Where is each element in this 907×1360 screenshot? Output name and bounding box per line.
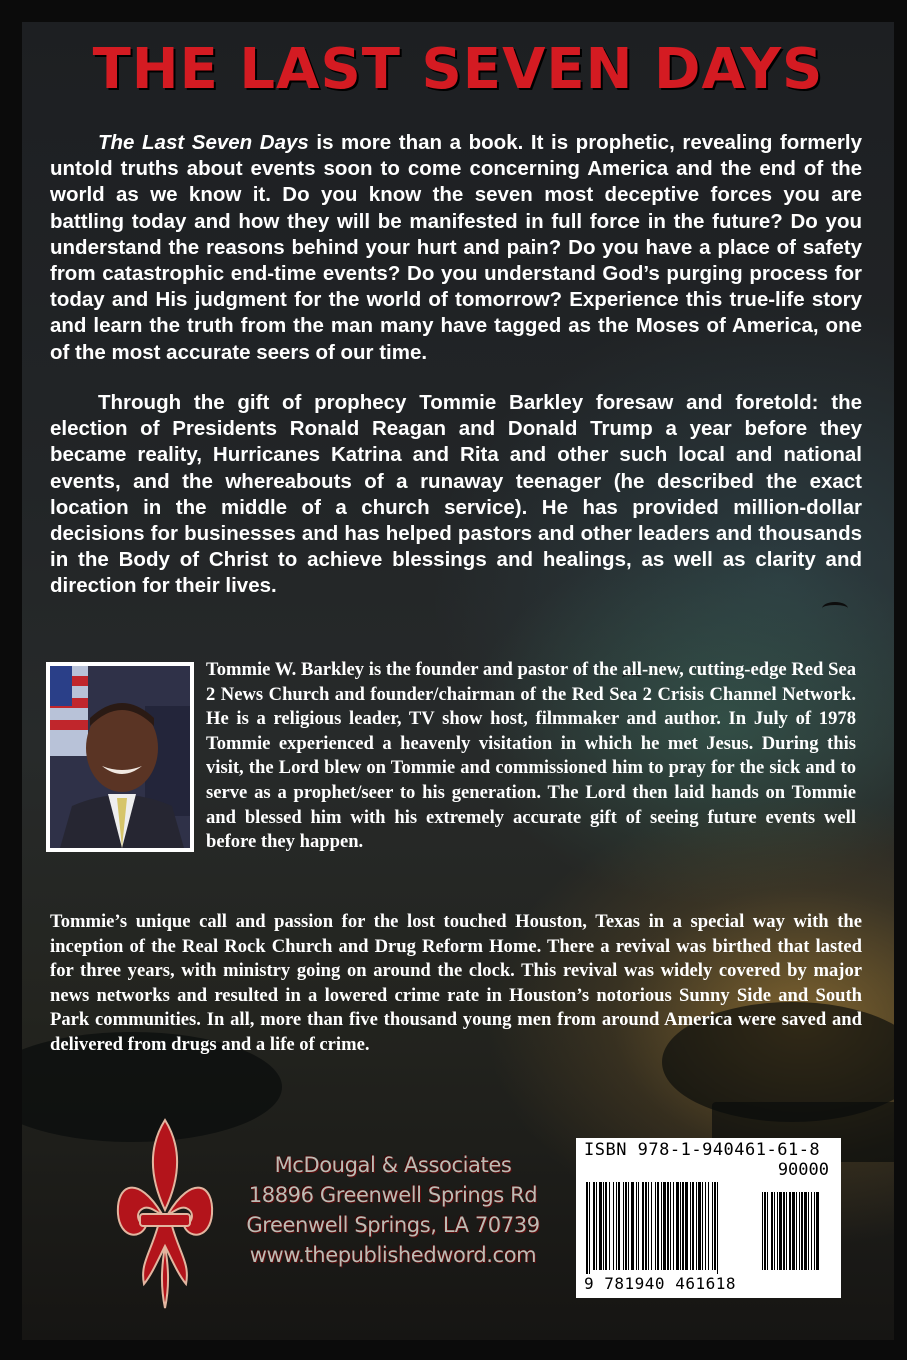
barcode-bar: [708, 1182, 709, 1270]
barcode-bar: [642, 1182, 644, 1270]
barcode-bar: [712, 1182, 713, 1270]
barcode-bar: [661, 1182, 662, 1270]
book-back-cover: [22, 22, 894, 1340]
publisher-info: [228, 1150, 558, 1270]
barcode-bar: [648, 1182, 649, 1270]
barcode-bar: [645, 1182, 647, 1270]
barcode-bar: [599, 1182, 602, 1270]
barcode-bar: [698, 1182, 701, 1270]
barcode-bar: [628, 1182, 629, 1270]
barcode-bar: [682, 1182, 684, 1270]
barcode-bar: [702, 1182, 703, 1270]
ministry-history: Tommie’s unique call and passion for the lost touched Houston, Texas in a special way with the inception of the Real Rock Church and Drug Reform Home. There a revival was birthed that lasted for three years, with ministry going on around the clock. This revival was widely covered by major news networks and resulted in a lowered crime rate in Houston’s notorious Sunny Side and South Park communities. In all, more than five thousand young men from around America were saved and delivered from drugs and a life of crime.: [50, 911, 862, 1055]
author-photo: [46, 662, 194, 852]
barcode-bar: [714, 1182, 716, 1270]
barcode-bar: [605, 1182, 607, 1270]
author-bio: Tommie W. Barkley is the founder and pastor of the all-new, cutting-edge Red Sea 2 News Church and founder/chairman of the Red Sea 2 Crisis Channel Network. He is a religious leader, TV show host, filmmaker and author. In July of 1978 Tommie experienced a heavenly visitation in which he met Jesus. During this visit, the Lord blew on Tommie and commissioned him to pray for the sick and to serve as a prophet/seer to his generation. The Lord then laid hands on Tommie and blessed him with his extremely accurate gift of seeing future events well before they happen.: [206, 659, 856, 853]
barcode-bar: [651, 1182, 652, 1270]
barcode-bar: [789, 1192, 791, 1270]
barcode-bar: [667, 1182, 669, 1270]
barcode-bar: [625, 1182, 627, 1270]
author-photo-image: [50, 666, 190, 848]
barcode-bar: [717, 1182, 718, 1274]
barcode-bar: [779, 1192, 782, 1270]
isbn-number: ISBN 978-1-940461-61-8: [584, 1140, 821, 1160]
barcode-bar: [814, 1192, 815, 1270]
barcode-bar: [804, 1192, 807, 1270]
description-text: is more than a book. It is prophetic, revealing formerly untold truths about events soon to come concerning America and the end of the world as we know it. Do you know the seven most deceptive forces you are battling today and how they will be manifested in full force in the future? Do you understand the reasons behind your hurt and pain? Do you have a place of safety from catastrophic end-time events? Do you understand God’s purging process for today and His judgment for the world of tomorrow? Experience this true-life story and learn the truth from the man many have tagged as the Moses of America, one of the most accurate seers of our time.: [50, 131, 862, 364]
book-title: THE LAST SEVEN DAYS: [92, 37, 824, 102]
barcode-bar: [777, 1192, 778, 1270]
barcode-bar: [692, 1182, 694, 1270]
barcode-bar: [786, 1192, 787, 1270]
barcode-bar: [596, 1182, 597, 1270]
barcode-bar: [623, 1182, 624, 1270]
publisher-name: McDougal & Associates: [274, 1153, 512, 1177]
barcode-bar: [673, 1182, 674, 1270]
barcode-bar: [811, 1192, 812, 1270]
barcode-bar: [801, 1192, 803, 1270]
barcode-bar: [783, 1192, 785, 1270]
barcode-bar: [762, 1192, 763, 1270]
barcode-bar: [631, 1182, 634, 1270]
barcode-bar: [586, 1182, 588, 1274]
barcode-bar: [593, 1182, 595, 1270]
barcode-bar: [767, 1192, 768, 1270]
barcode-bar: [705, 1182, 706, 1270]
barcode-bar: [616, 1182, 617, 1270]
barcode-bar: [764, 1192, 766, 1270]
barcode-bar: [808, 1192, 809, 1270]
barcode-bar: [696, 1182, 697, 1270]
fleur-de-lis-logo: [110, 1114, 220, 1314]
barcode-bar: [685, 1182, 688, 1270]
prophecy-paragraph: [50, 390, 862, 600]
barcode-bar: [690, 1182, 691, 1270]
isbn-barcode: [576, 1138, 841, 1298]
barcode-bar: [796, 1192, 797, 1270]
price-code: 90000: [777, 1160, 829, 1180]
barcode-bar: [663, 1182, 666, 1270]
barcode-bar: [638, 1182, 639, 1270]
barcode-bar: [603, 1182, 604, 1270]
barcode-bar: [636, 1182, 637, 1270]
barcode-bar: [799, 1192, 800, 1270]
barcode-bar: [774, 1192, 775, 1270]
description-paragraph: [50, 130, 862, 366]
publisher-address-line2: Greenwell Springs, LA 70739: [246, 1213, 540, 1237]
barcode-bar: [657, 1182, 659, 1270]
barcode-bar: [655, 1182, 656, 1270]
book-title-italic: The Last Seven Days: [98, 131, 309, 154]
barcode-bar: [771, 1192, 773, 1270]
publisher-website[interactable]: www.thepublishedword.com: [249, 1243, 537, 1267]
prophecy-text: Through the gift of prophecy Tommie Barkley foresaw and foretold: the election of Presidents Ronald Reagan and Donald Trump a year before they became reality, Hurricanes Katrina and Rita and other such local and national events, and the whereabouts of a runaway teenager (he described the exact location in the middle of a church service). He has provided million-dollar decisions for businesses and has helped pastors and other leaders and thousands in the Body of Christ to achieve blessings and healings, as well as clarity and direction for their lives.: [50, 391, 862, 598]
barcode-bar: [589, 1182, 590, 1274]
barcode-bar: [816, 1192, 819, 1270]
ean-digits: 9 781940 461618: [584, 1274, 736, 1293]
barcode-bar: [680, 1182, 681, 1270]
barcode-bar: [609, 1182, 610, 1270]
barcode-bar: [613, 1182, 614, 1270]
barcode-bar: [792, 1192, 795, 1270]
barcode-bar: [670, 1182, 671, 1270]
barcode-bar: [676, 1182, 679, 1270]
barcode-bar: [618, 1182, 620, 1270]
bird-silhouette: [822, 602, 848, 615]
barcode-bars: [582, 1182, 836, 1274]
publisher-address-line1: 18896 Greenwell Springs Rd: [248, 1183, 538, 1207]
